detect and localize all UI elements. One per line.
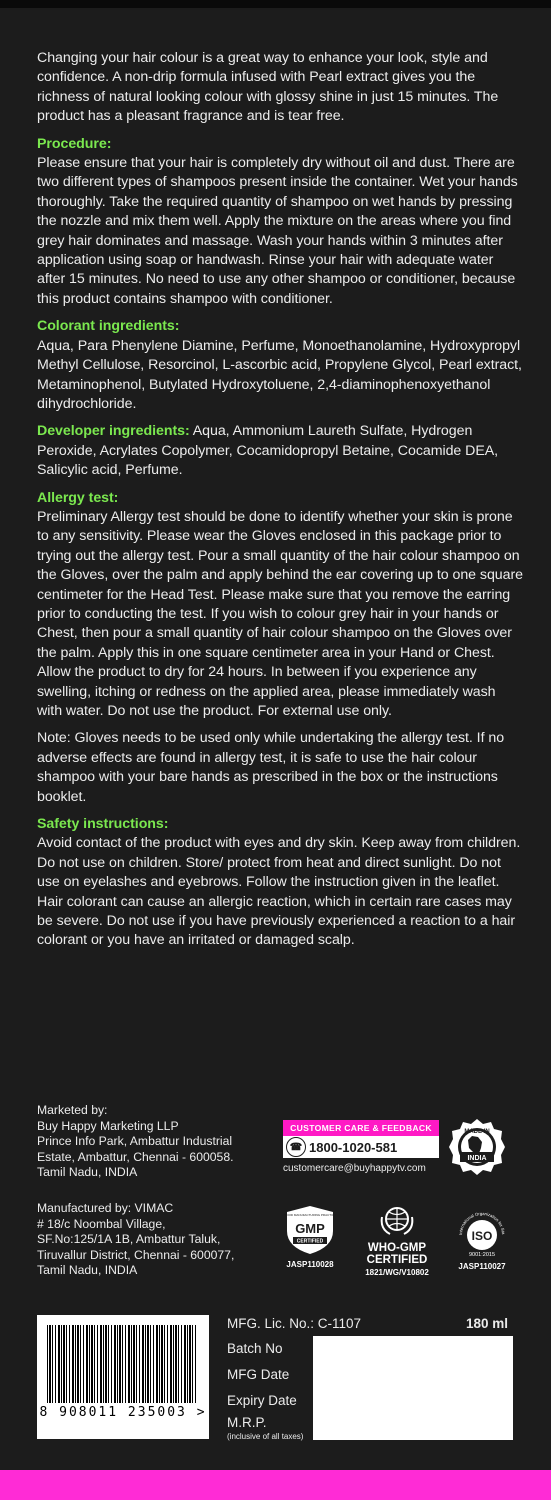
who-emblem-icon	[378, 1205, 416, 1237]
made-in-india-seal-icon	[448, 1118, 506, 1176]
developer-section	[37, 422, 523, 480]
gmp-label: GMP	[295, 1221, 325, 1236]
top-border	[0, 0, 551, 8]
batch-no-label: Batch No	[227, 1341, 283, 1356]
manufactured-by-label: Manufactured by: VIMAC	[37, 1201, 174, 1215]
phone-icon: ☎	[286, 1137, 306, 1157]
batch-labels	[227, 1336, 303, 1442]
colorant-section	[37, 317, 523, 414]
gmp-code: JASP110028	[286, 1260, 334, 1269]
marketed-by-label: Marketed by:	[37, 1103, 108, 1117]
who-gmp-badge	[357, 1205, 437, 1277]
volume: 180 ml	[466, 1316, 509, 1331]
marketed-by-block	[37, 1103, 233, 1181]
safety-heading: Safety instructions:	[37, 816, 169, 833]
who-gmp-label: WHO-GMP	[367, 1242, 427, 1254]
instructions-text	[37, 49, 523, 959]
safety-section	[37, 815, 523, 951]
colorant-heading: Colorant ingredients:	[37, 318, 180, 335]
iso-code: JASP110027	[458, 1262, 506, 1271]
gmp-shield-icon	[284, 1205, 336, 1255]
customer-care-title: CUSTOMER CARE & FEEDBACK	[283, 1120, 439, 1136]
intro-paragraph: Changing your hair colour is a great way to enhance your look, style and confidence. A non-drip formula infused with Pearl extract gives you the richness of natural looking colour with glossy shine in just 15 minutes. The product has a pleasant fragrance and is tear free.	[37, 50, 499, 125]
marketer-address-1: Prince Info Park, Ambattur Industrial	[37, 1134, 233, 1148]
barcode-end-mark: >	[196, 1405, 207, 1420]
mrp-label: M.R.P.	[227, 1415, 267, 1430]
gmp-certified-label: CERTIFIED	[296, 1238, 324, 1245]
expiry-date-label: Expiry Date	[227, 1393, 297, 1408]
barcode-first-digit: 8	[39, 1405, 50, 1420]
barcode-number	[37, 1405, 209, 1420]
manufacturer-address-3: Tiruvallur District, Chennai - 600077,	[37, 1247, 235, 1262]
procedure-section	[37, 135, 523, 310]
marketer-name: Buy Happy Marketing LLP	[37, 1118, 179, 1133]
mfg-date-label: MFG Date	[227, 1367, 290, 1382]
who-certified-label: CERTIFIED	[366, 1254, 428, 1266]
customer-care-phone	[283, 1136, 439, 1158]
marketer-address-2: Estate, Ambattur, Chennai - 600058.	[37, 1149, 234, 1164]
manufactured-by-block	[37, 1201, 234, 1279]
safety-text: Avoid contact of the product with eyes and dry skin. Keep away from children. Do not use on children. Store/ protect from heat and direct sunlight. Do not use on eyelashes and eyebrows. Follow the instruction given in the leaflet. Hair colorant can cause an allergic reaction, which in certain rare cases may be severe. Do not use if you have previously experienced a reaction to a hair colorant or you have an irritated or damaged scalp.	[37, 835, 521, 949]
allergy-section	[37, 489, 523, 722]
manufacturer-address-2: SF.No:125/1A 1B, Ambattur Taluk,	[37, 1232, 221, 1246]
barcode-digits: 908011 235003	[59, 1405, 187, 1420]
bottom-pink-band	[0, 1470, 551, 1500]
iso-badge	[448, 1205, 516, 1271]
developer-text: Aqua, Ammonium Laureth Sulfate, Hydrogen Peroxide, Acrylates Copolymer, Cocamidopropyl Betaine, Cocamide DEA, Salicylic acid, Perfume.	[37, 423, 499, 479]
mrp-note: (inclusive of all taxes)	[227, 1432, 304, 1441]
iso-seal-icon	[454, 1205, 510, 1257]
iso-standard: 9001:2015	[469, 1252, 495, 1257]
barcode-box	[37, 1315, 209, 1439]
gmp-badge	[282, 1205, 338, 1269]
marketer-address-3: Tamil Nadu, INDIA	[37, 1165, 138, 1179]
allergy-note: Note: Gloves needs to be used only while undertaking the allergy test. If no adverse effects are found in allergy test, it is safe to use the hair colour shampoo with your bare hands as prescribed in the box or the instructions booklet.	[37, 730, 505, 805]
phone-number: 1800-1020-581	[309, 1139, 398, 1155]
made-in-label: MADE IN	[464, 1129, 490, 1135]
customer-care-box	[283, 1120, 439, 1174]
allergy-heading: Allergy test:	[37, 489, 119, 506]
batch-info-panel	[313, 1336, 513, 1440]
manufacturer-address-1: # 18/c Noombal Village,	[37, 1216, 166, 1231]
procedure-heading: Procedure:	[37, 135, 112, 152]
allergy-text: Preliminary Allergy test should be done to identify whether your skin is prone to any sensitivity. Please wear the Gloves enclosed in this package prior to trying out the allergy test. Pour a small quantity of the hair colour shampoo on the Gloves, over the palm and apply behind the ear covering up to one square centimeter for the Head Test. Please make sure that you remove the earring prior to conducting the test. If you wish to colour grey hair in your hands or Chest, then pour a small quantity of hair colour shampoo on the Gloves over the palm. Apply this in one square centimeter area in your Hand or Chest. Allow the product to dry for 24 hours. In between if you experience any swelling, itching or redness on the applied area, please immediately wash with water. Do not use the product. For external use only.	[37, 508, 523, 719]
iso-arc-label: International Organization for Sta	[457, 1210, 507, 1236]
who-code: 1821/WG/V10802	[365, 1268, 429, 1277]
developer-heading: Developer ingredients:	[37, 423, 190, 440]
gmp-arc-label: GOOD MANUFACTURING PRACTICE	[284, 1213, 336, 1217]
manufacturer-address-4: Tamil Nadu, INDIA	[37, 1263, 138, 1277]
india-label: INDIA	[467, 1155, 487, 1162]
mfg-license: MFG. Lic. No.: C-1107	[227, 1316, 362, 1331]
procedure-text: Please ensure that your hair is completely dry without oil and dust. There are two different types of shampoos present inside the container. Wet your hands thoroughly. Take the required quantity of shampoo on wet hands by pressing the nozzle and mix them well. Apply the mixture on the areas where you find grey hair dominates and massage. Wash your hands within 3 minutes after application using soap or handwash. Rinse your hair with adequate water after 15 minutes. No need to use any other shampoo or conditioner, because this product contains shampoo with conditioner.	[37, 155, 518, 307]
iso-label: ISO	[471, 1229, 493, 1243]
colorant-text: Aqua, Para Phenylene Diamine, Perfume, Monoethanolamine, Hydroxypropyl Methyl Cellulose, Resorcinol, L-ascorbic acid, Propylene Glycol, Pearl extract, Metaminophenol, Butylated Hydroxytoluene, 2,4-diaminophenoxyethanol dihydrochloride.	[37, 337, 522, 412]
customer-care-email: customercare@buyhappytv.com	[283, 1163, 426, 1174]
barcode-image	[47, 1325, 197, 1403]
